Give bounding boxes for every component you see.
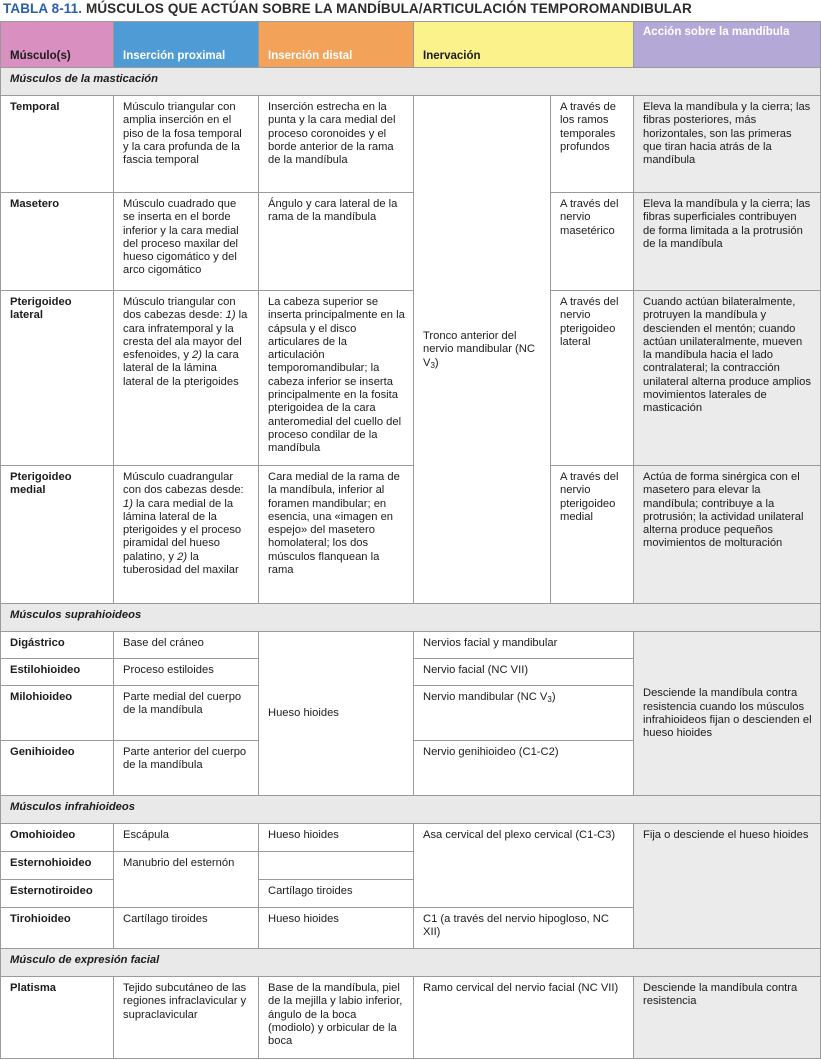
table-title-text: MÚSCULOS QUE ACTÚAN SOBRE LA MANDÍBULA/ARTICULACIÓN TEMPOROMANDIBULAR xyxy=(85,1,692,16)
proximal-enum: 2) xyxy=(177,550,188,563)
proximal-cell: Base del cráneo xyxy=(114,632,259,659)
proximal-cell: Parte medial del cuerpo de la mandíbula xyxy=(114,686,259,741)
distal-cell: Cara medial de la rama de la mandíbula, inferior al foramen mandibular; en esencia, una «imagen en espejo» del masetero homolateral; los dos músculos flanquean la rama xyxy=(259,466,414,604)
branch-cell: A través de los ramos temporales profundos xyxy=(551,96,634,193)
innervation-cell xyxy=(414,686,634,741)
innervation-subscript: 3 xyxy=(547,695,552,704)
muscle-name: Esternotiroideo xyxy=(1,880,114,908)
proximal-cell: Manubrio del esternón xyxy=(114,852,259,908)
innervation-cell: Nervio facial (NC VII) xyxy=(414,659,634,686)
innervation-text: Nervio mandibular (NC V xyxy=(423,691,548,703)
proximal-enum: 1) xyxy=(225,309,236,322)
distal-cell: Hueso hioides xyxy=(259,824,414,852)
muscle-name: Platisma xyxy=(1,977,114,1059)
table-row xyxy=(1,824,821,852)
branch-cell: A través del nervio pterigoideo lateral xyxy=(551,291,634,466)
action-cell: Eleva la mandíbula y la cierra; las fibras posteriores, más horizontales, son las primeras que tiran hacia atrás de la mandíbula xyxy=(634,96,821,193)
table-row xyxy=(1,977,821,1059)
proximal-cell xyxy=(114,466,259,604)
distal-cell: Hueso hioides xyxy=(259,908,414,949)
section-row xyxy=(1,796,821,824)
header-distal: Inserción distal xyxy=(259,22,414,68)
table-title xyxy=(3,1,692,16)
shared-action-cell: Fija o desciende el hueso hioides xyxy=(634,824,821,949)
action-cell: Actúa de forma sinérgica con el masetero para elevar la mandíbula; contribuye a la protrusión; la actividad unilateral alterna produce pequeños movimientos de molturación xyxy=(634,466,821,604)
muscle-name: Temporal xyxy=(1,96,114,193)
proximal-cell: Músculo triangular con amplia inserción en el piso de la fosa temporal y la cara profunda de la fascia temporal xyxy=(114,96,259,193)
shared-distal-cell: Hueso hioides xyxy=(259,632,414,796)
distal-cell: Cartílago tiroides xyxy=(259,880,414,908)
muscle-name: Omohioideo xyxy=(1,824,114,852)
proximal-text: la cara lateral de la lámina lateral de la pterigoides xyxy=(123,349,239,388)
table-row xyxy=(1,193,821,291)
table-row xyxy=(1,466,821,604)
proximal-text: Músculo triangular con dos cabezas desde: xyxy=(123,296,236,322)
proximal-cell xyxy=(114,291,259,466)
section-mastication: Músculos de la masticación xyxy=(1,68,821,96)
muscle-name: Tirohioideo xyxy=(1,908,114,949)
table-row xyxy=(1,291,821,466)
table-row xyxy=(1,96,821,193)
header-row xyxy=(1,22,821,68)
innervation-cell: Asa cervical del plexo cervical (C1-C3) xyxy=(414,824,634,908)
action-cell: Cuando actúan bilateralmente, protruyen la mandíbula y descienden el mentón; cuando actúan unilateralmente, mueven la mandíbula hacia el lado contralateral; la contracción unilateral alterna produce amplios movimientos laterales de masticación xyxy=(634,291,821,466)
muscle-name: Estilohioideo xyxy=(1,659,114,686)
proximal-text: la cara medial de la lámina lateral de la pterigoides y el proceso piramidal del hueso palatino, y xyxy=(123,497,242,563)
proximal-cell: Parte anterior del cuerpo de la mandíbula xyxy=(114,741,259,796)
muscle-table xyxy=(0,21,821,1059)
shared-innervation-subscript: 3 xyxy=(430,360,435,370)
table-number: TABLA 8-11. xyxy=(3,1,83,16)
header-proximal: Inserción proximal xyxy=(114,22,259,68)
shared-action-cell: Desciende la mandíbula contra resistencia cuando los músculos infrahioideos fijan o descienden el hueso hioides xyxy=(634,632,821,796)
muscle-name: Pterigoideo lateral xyxy=(1,291,114,466)
proximal-cell: Proceso estiloides xyxy=(114,659,259,686)
section-row xyxy=(1,949,821,977)
innervation-cell: C1 (a través del nervio hipogloso, NC XII) xyxy=(414,908,634,949)
proximal-text: la cara infratemporal y la cresta del ala mayor del esfenoides, y xyxy=(123,309,248,362)
section-row xyxy=(1,604,821,632)
proximal-text: la tuberosidad del maxilar xyxy=(123,550,239,577)
branch-cell: A través del nervio pterigoideo medial xyxy=(551,466,634,604)
table-row xyxy=(1,632,821,659)
section-suprahyoid: Músculos suprahioideos xyxy=(1,604,821,632)
muscle-name: Digástrico xyxy=(1,632,114,659)
proximal-cell: Músculo cuadrado que se inserta en el borde inferior y la cara medial del proceso maxilar del hueso cigomático y del arco cigomático xyxy=(114,193,259,291)
muscle-name: Esternohioideo xyxy=(1,852,114,880)
branch-cell: A través del nervio masetérico xyxy=(551,193,634,291)
innervation-cell: Ramo cervical del nervio facial (NC VII) xyxy=(414,977,634,1059)
proximal-cell: Escápula xyxy=(114,824,259,852)
shared-innervation-cell xyxy=(414,96,551,604)
header-innervation: Inervación xyxy=(414,22,634,68)
innervation-cell: Nervio genihioideo (C1-C2) xyxy=(414,741,634,796)
action-cell: Desciende la mandíbula contra resistencia xyxy=(634,977,821,1059)
proximal-text: Músculo cuadrangular con dos cabezas desde: xyxy=(123,471,244,497)
innervation-close: ) xyxy=(551,691,556,703)
muscle-name: Pterigoideo medial xyxy=(1,466,114,604)
section-infrahyoid: Músculos infrahioideos xyxy=(1,796,821,824)
muscle-name: Masetero xyxy=(1,193,114,291)
proximal-cell: Cartílago tiroides xyxy=(114,908,259,949)
section-facial: Músculo de expresión facial xyxy=(1,949,821,977)
action-cell: Eleva la mandíbula y la cierra; las fibras superficiales contribuyen de forma limitada a la protrusión de la mandíbula xyxy=(634,193,821,291)
distal-cell: Inserción estrecha en la punta y la cara medial del proceso coronoides y el borde anterior de la rama de la mandíbula xyxy=(259,96,414,193)
proximal-cell: Tejido subcutáneo de las regiones infraclavicular y supraclavicular xyxy=(114,977,259,1059)
proximal-enum: 2) xyxy=(192,349,202,362)
header-muscle: Músculo(s) xyxy=(1,22,114,68)
innervation-cell: Nervios facial y mandibular xyxy=(414,632,634,659)
distal-cell-empty xyxy=(259,852,414,880)
distal-cell: La cabeza superior se inserta principalmente en la cápsula y el disco articulares de la articulación temporomandibular; la cabeza inferior se inserta principalmente en la fosita pterigoidea de la cara anteromedial del cuello del proceso condilar de la mandíbula xyxy=(259,291,414,466)
muscle-name: Milohioideo xyxy=(1,686,114,741)
muscle-name: Genihioideo xyxy=(1,741,114,796)
shared-innervation-close: ) xyxy=(434,356,439,369)
distal-cell: Ángulo y cara lateral de la rama de la mandíbula xyxy=(259,193,414,291)
proximal-enum: 1) xyxy=(123,497,133,510)
shared-innervation-text: Tronco anterior del nervio mandibular (NC V xyxy=(423,330,535,369)
section-row xyxy=(1,68,821,96)
header-action: Acción sobre la mandíbula xyxy=(634,22,821,68)
distal-cell: Base de la mandíbula, piel de la mejilla y labio inferior, ángulo de la boca (modiolo) y orbicular de la boca xyxy=(259,977,414,1059)
